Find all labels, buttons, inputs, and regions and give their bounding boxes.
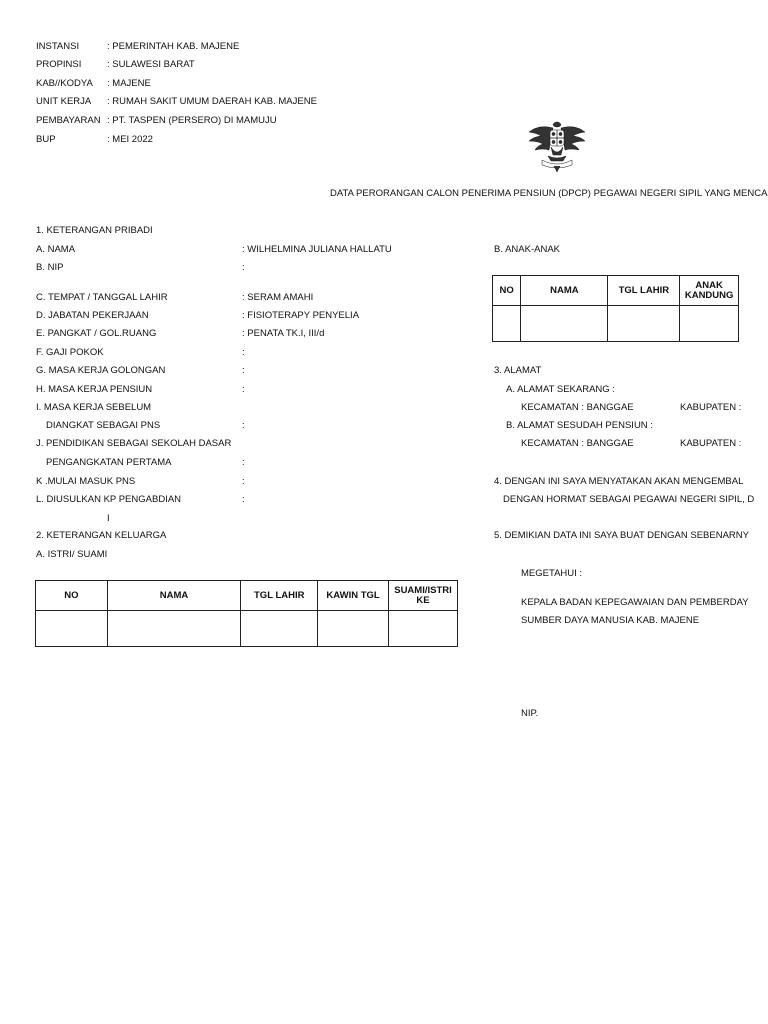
header-label-instansi: INSTANSI: [36, 41, 80, 52]
section1-heading: 1. KETERANGAN PRIBADI: [36, 225, 153, 236]
item5-text: 5. DEMIKIAN DATA INI SAYA BUAT DENGAN SEBENARNY: [494, 530, 749, 541]
signature-line1: KEPALA BADAN KEPEGAWAIAN DAN PEMBERDAY: [521, 597, 749, 608]
header-label-kabkodya: KAB//KODYA: [36, 78, 93, 89]
spouse-col-kawin-tgl: KAWIN TGL: [318, 581, 389, 611]
spouse-col-tgl-lahir: TGL LAHIR: [241, 581, 318, 611]
header-label-unit-kerja: UNIT KERJA: [36, 96, 92, 107]
row-nip-label: B. NIP: [36, 262, 64, 273]
header-value-unit-kerja: : RUMAH SAKIT UMUM DAERAH KAB. MAJENE: [107, 96, 317, 107]
section2-sub: A. ISTRI/ SUAMI: [36, 549, 108, 560]
row-pangkat-label: E. PANGKAT / GOL.RUANG: [36, 328, 157, 339]
garuda-emblem-icon: [526, 120, 588, 174]
children-cell: [680, 306, 739, 342]
header-value-instansi: : PEMERINTAH KAB. MAJENE: [107, 41, 240, 52]
row-nama-value: : WILHELMINA JULIANA HALLATU: [242, 244, 392, 255]
alamat-pensiun-kecamatan: KECAMATAN : BANGGAE: [521, 438, 634, 449]
row-gaji-label: F. GAJI POKOK: [36, 347, 104, 358]
row-mulai-pns-label: K .MULAI MASUK PNS: [36, 476, 136, 487]
header-value-bup: : MEI 2022: [107, 134, 153, 145]
spouse-col-no: NO: [36, 581, 108, 611]
document-title: DATA PERORANGAN CALON PENERIMA PENSIUN (DPCP) PEGAWAI NEGERI SIPIL YANG MENCA: [330, 188, 768, 199]
table-row: [36, 611, 458, 647]
row-kp-pengabdian-label: L. DIUSULKAN KP PENGABDIAN: [36, 494, 182, 505]
item4-line2: DENGAN HORMAT SEBAGAI PEGAWAI NEGERI SIPIL, D: [503, 494, 755, 505]
alamat-sekarang-kabupaten: KABUPATEN :: [680, 402, 742, 413]
section2-heading: 2. KETERANGAN KELUARGA: [36, 530, 167, 541]
row-pangkat-value: : PENATA TK.I, III/d: [242, 328, 325, 339]
children-col-nama: NAMA: [521, 276, 608, 306]
children-col-tgl-lahir: TGL LAHIR: [608, 276, 680, 306]
children-col-anak-kandung: ANAK KANDUNG: [680, 276, 739, 306]
row-kp-pengabdian-value: :: [242, 494, 245, 505]
alamat-sekarang-kecamatan: KECAMATAN : BANGGAE: [521, 402, 634, 413]
row-mulai-pns-value: :: [242, 476, 245, 487]
spouse-col-suami-istri-ke: SUAMI/ISTRI KE: [389, 581, 458, 611]
header-value-kabkodya: : MAJENE: [107, 78, 151, 89]
signature-nip: NIP.: [521, 708, 539, 719]
row-mkp-value: :: [242, 384, 245, 395]
row-ttl-label: C. TEMPAT / TANGGAL LAHIR: [36, 292, 168, 303]
row-ttl-value: : SERAM AMAHI: [242, 292, 314, 303]
row-mkp-label: H. MASA KERJA PENSIUN: [36, 384, 153, 395]
row-mks-label: I. MASA KERJA SEBELUM: [36, 402, 152, 413]
row-pengangkatan-label: PENGANGKATAN PERTAMA: [46, 457, 172, 468]
children-table-header: [493, 276, 739, 306]
spouse-cell: [36, 611, 108, 647]
row-pengangkatan-value: :: [242, 457, 245, 468]
row-diangkat-label: DIANGKAT SEBAGAI PNS: [46, 420, 161, 431]
item4-line1: 4. DENGAN INI SAYA MENYATAKAN AKAN MENGEMBAL: [494, 476, 744, 487]
row-pendidikan-label: J. PENDIDIKAN SEBAGAI SEKOLAH DASAR: [36, 438, 232, 449]
header-value-propinsi: : SULAWESI BARAT: [107, 59, 195, 70]
row-mkg-value: :: [242, 365, 245, 376]
header-label-bup: BUP: [36, 134, 56, 145]
children-col-no: NO: [493, 276, 521, 306]
row-jabatan-value: : FISIOTERAPY PENYELIA: [242, 310, 360, 321]
children-cell: [608, 306, 680, 342]
alamat-pensiun-label: B. ALAMAT SESUDAH PENSIUN :: [506, 420, 653, 431]
spouse-cell: [389, 611, 458, 647]
children-cell: [493, 306, 521, 342]
spouse-table: [35, 580, 458, 647]
alamat-sekarang-label: A. ALAMAT SEKARANG :: [506, 384, 615, 395]
spouse-cell: [318, 611, 389, 647]
anak-heading: B. ANAK-ANAK: [494, 244, 560, 255]
stray-mark: I: [107, 513, 110, 524]
header-label-propinsi: PROPINSI: [36, 59, 82, 70]
header-label-pembayaran: PEMBAYARAN: [36, 115, 101, 126]
children-cell: [521, 306, 608, 342]
row-diangkat-value: :: [242, 420, 245, 431]
mengetahui-label: MEGETAHUI :: [521, 568, 583, 579]
spouse-table-header: [36, 581, 458, 611]
children-table: [492, 275, 739, 342]
row-gaji-value: :: [242, 347, 245, 358]
row-nama-label: A. NAMA: [36, 244, 76, 255]
row-mkg-label: G. MASA KERJA GOLONGAN: [36, 365, 166, 376]
alamat-heading: 3. ALAMAT: [494, 365, 542, 376]
spouse-cell: [107, 611, 241, 647]
alamat-pensiun-kabupaten: KABUPATEN :: [680, 438, 742, 449]
spouse-cell: [241, 611, 318, 647]
row-jabatan-label: D. JABATAN PEKERJAAN: [36, 310, 149, 321]
table-row: [493, 306, 739, 342]
signature-line2: SUMBER DAYA MANUSIA KAB. MAJENE: [521, 615, 700, 626]
row-nip-value: :: [242, 262, 245, 273]
spouse-col-nama: NAMA: [107, 581, 241, 611]
header-value-pembayaran: : PT. TASPEN (PERSERO) DI MAMUJU: [107, 115, 277, 126]
